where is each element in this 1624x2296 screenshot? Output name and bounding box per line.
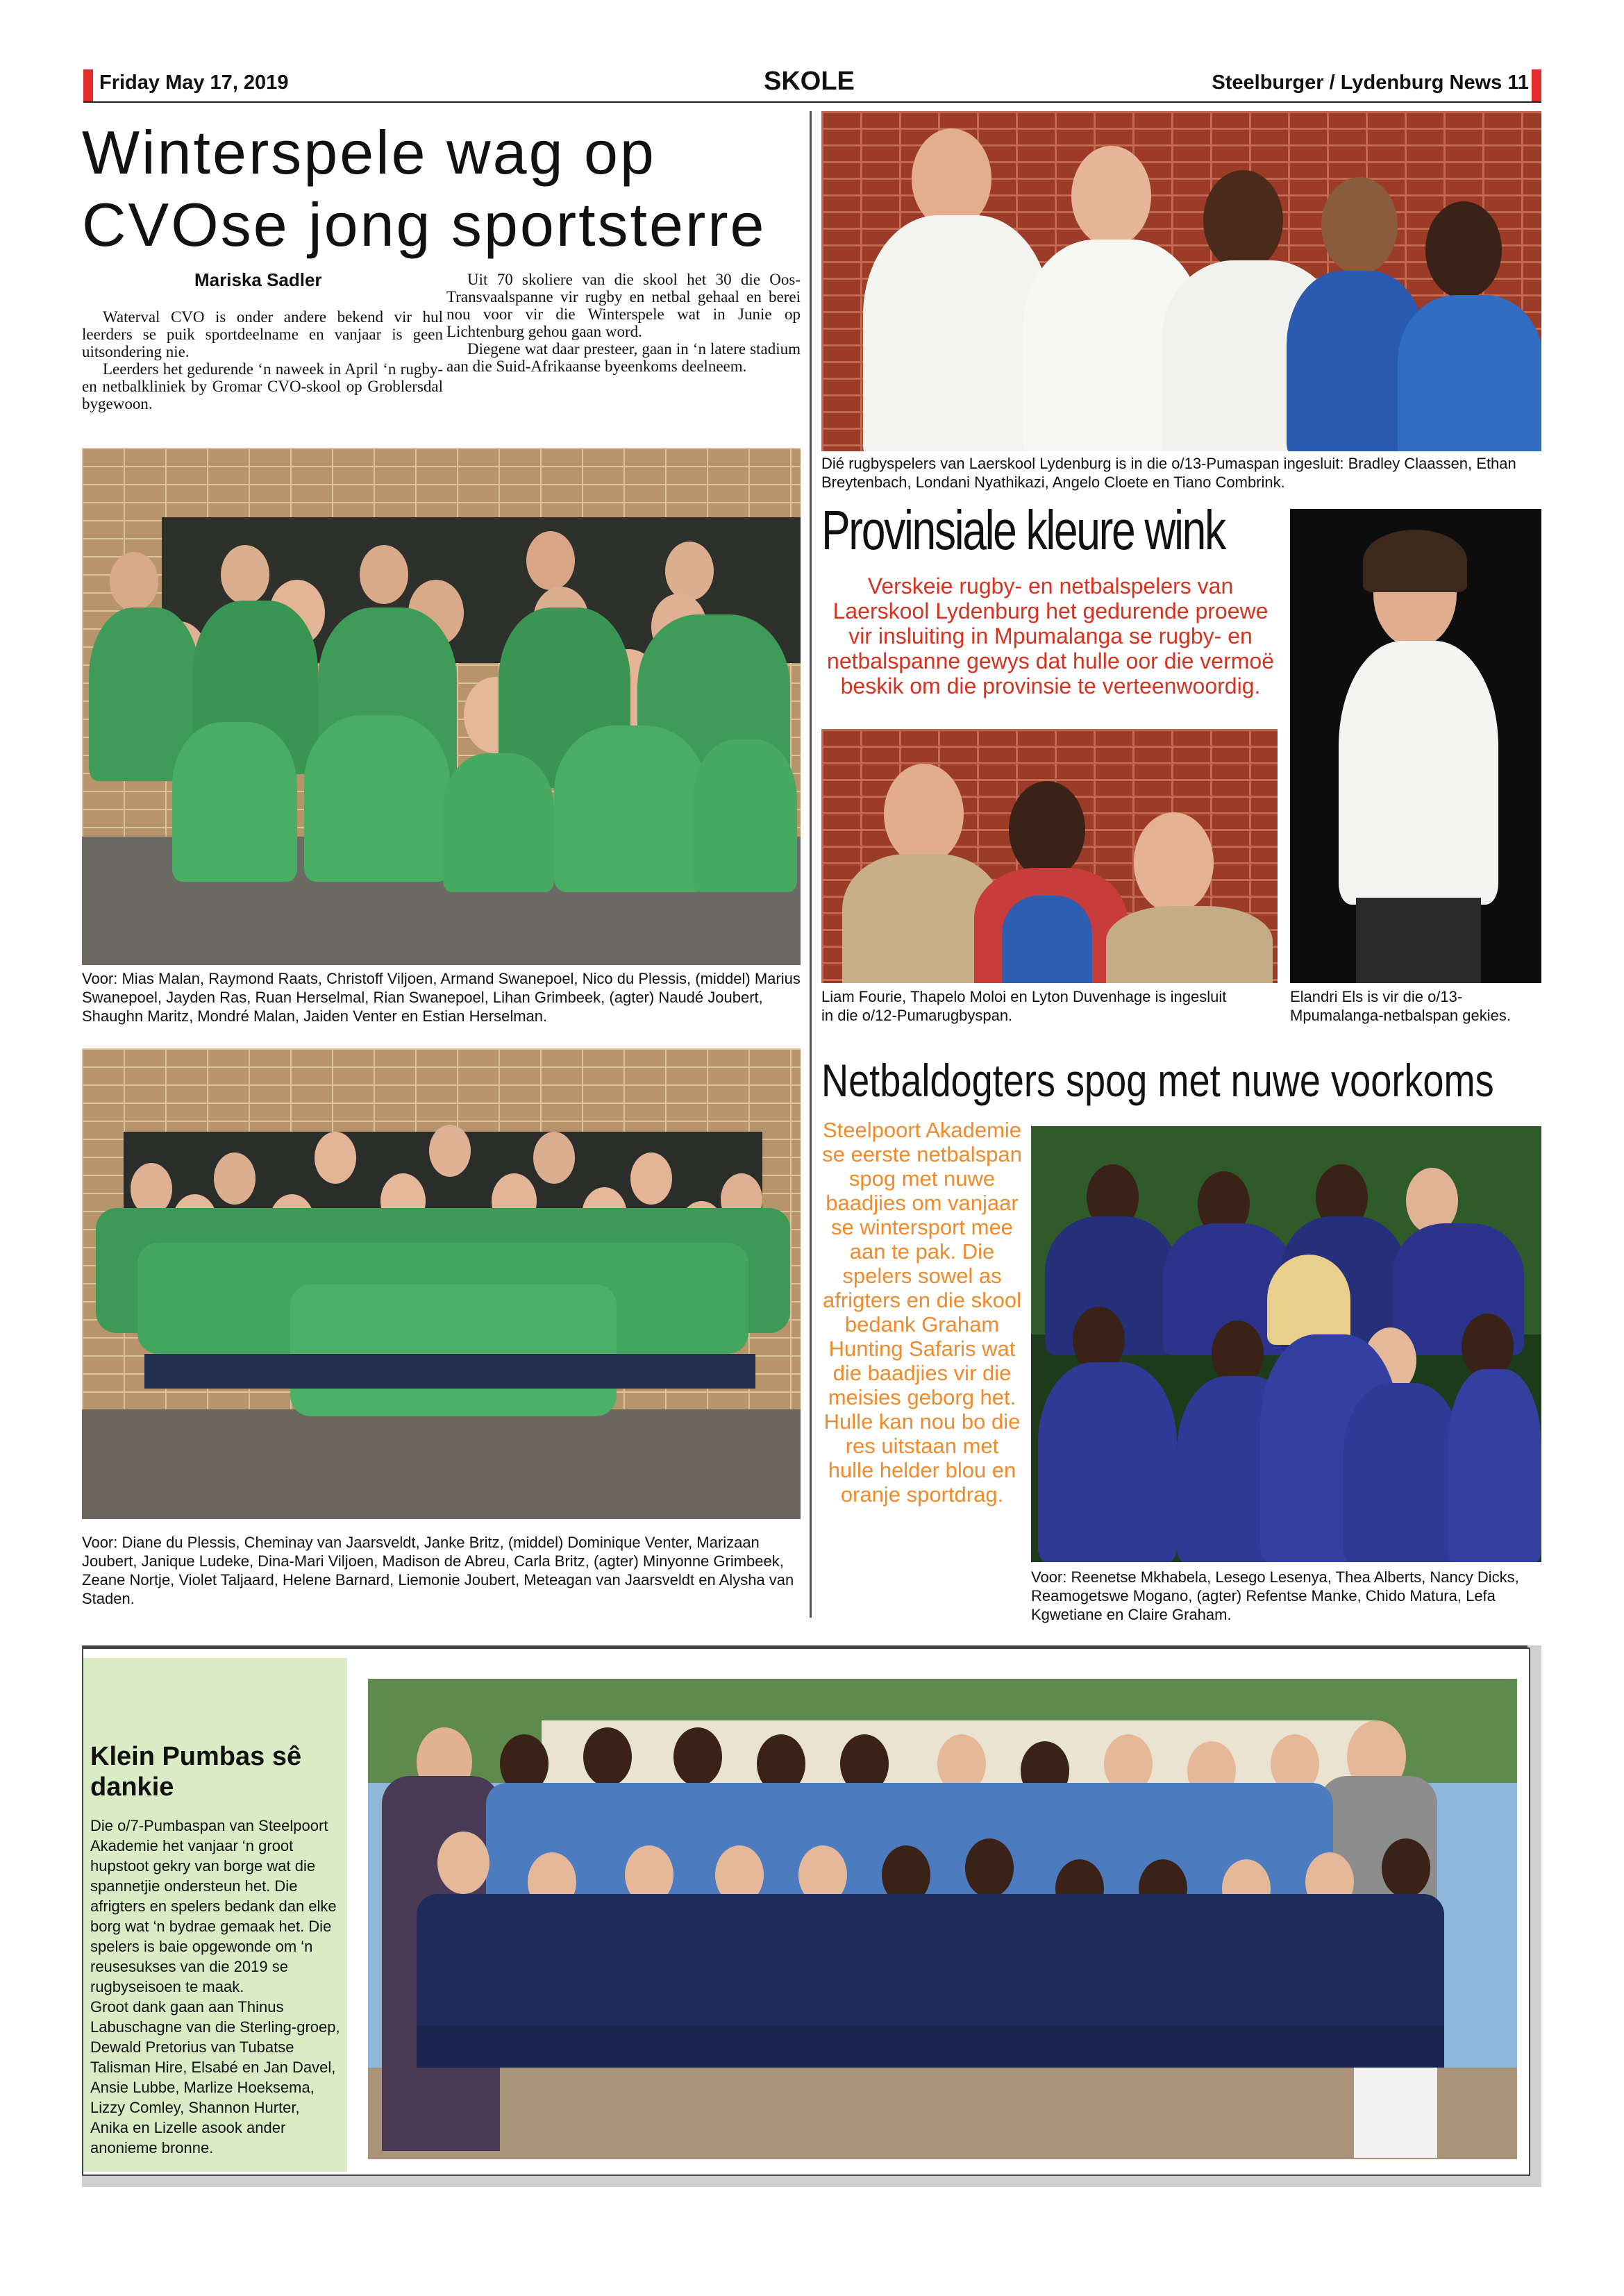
- story1-paragraph: Uit 70 skoliere van die skool het 30 die Oos-Transvaalspanne vir rugby en netbal gehaal en berei nou voor vir die Winterspele wat in Junie op Lichtenburg gehou gaan word.: [446, 271, 801, 340]
- boys-rugby-team-photo: [82, 448, 801, 965]
- story4-headline: Klein Pumbas sê dankie: [90, 1742, 302, 1802]
- story3-headline: Netbaldogters spog met nuwe voorkoms: [821, 1055, 1494, 1106]
- column-divider: [810, 111, 812, 1618]
- boys-photo-caption: Voor: Mias Malan, Raymond Raats, Christoff Viljoen, Armand Swanepoel, Nico du Plessis, (middel) Marius Swanepoel, Jayden Ras, Ruan Herselmal, Rian Swanepoel, Lihan Grimbeek, (agter) Naudé Joubert, Shaughn Maritz, Mondré Malan, Jaiden Venter en Estian Herselman.: [82, 970, 801, 1025]
- u12-caption: Liam Fourie, Thapelo Moloi en Lyton Duvenhage is ingesluit in die o/12-Pumarugbyspan.: [821, 988, 1227, 1024]
- story1-byline: Mariska Sadler: [194, 269, 322, 290]
- story2-deck: Verskeie rugby- en netbalspelers van Laerskool Lydenburg het gedurende proewe vir insluiting in Mpumalanga se rugby- en netbalspanne gewys dat hulle oor die vermoë beskik om die provinsie te verteenwoordig.: [827, 573, 1274, 698]
- netball-player-caption: Elandri Els is vir die o/13-Mpumalanga-netbalspan gekies.: [1290, 988, 1511, 1024]
- story4-body: [90, 1816, 340, 2158]
- story1-paragraph: Leerders het gedurende ‘n naweek in April ‘n rugby- en netbalkliniek by Gromar CVO-skool op Groblersdal bygewoon.: [82, 360, 443, 412]
- story4-paragraph: Die o/7-Pumbaspan van Steelpoort Akademie het vanjaar ‘n groot hupstoot gekry van borge wat die spannetjie ondersteun het. Die afrigters en spelers bedank dan elke borg wat ‘n bydrae gemaak het. Die spelers is baie opgewonde om ‘n reusesukses van die 2019 se rugbyseisoen te maak.: [90, 1817, 337, 1995]
- issue-date: Friday May 17, 2019: [99, 72, 289, 94]
- story1-paragraph: Waterval CVO is onder andere bekend vir hul leerders se puik sportdeelname en vanjaar is geen uitsondering nie.: [82, 308, 443, 360]
- story1-paragraph: Diegene wat daar presteer, gaan in ‘n latere stadium aan die Suid-Afrikaanse byeenkoms deelneem.: [446, 340, 801, 375]
- netball-player-photo: [1290, 509, 1541, 983]
- netball-jackets-photo: [1031, 1126, 1541, 1562]
- u12-puma-rugby-photo: [821, 729, 1278, 983]
- header-rule: [83, 101, 1541, 103]
- story3-deck: Steelpoort Akademie se eerste netbalspan spog met nuwe baadjies om vanjaar se wintersport mee aan te pak. Die spelers sowel as afrigters en die skool bedank Graham Hunting Safaris wat die baadjies vir die meisies geborg het. Hulle kan nou bo die res uitstaan met hulle helder blou en oranje sportdrag.: [822, 1118, 1022, 1507]
- story4-paragraph: Groot dank gaan aan Thinus Labuschagne van die Sterling-groep, Dewald Pretorius van Tubatse Talisman Hire, Elsabé en Jan Davel, Ansie Lubbe, Marlize Hoeksema, Lizzy Comley, Shannon Hurter, Anika en Lizelle asook ander anonieme bronne.: [90, 1998, 340, 2156]
- u7-pumbas-team-photo: [368, 1679, 1517, 2159]
- header-accent-right: [1532, 69, 1541, 101]
- u13-puma-rugby-photo: [821, 111, 1541, 451]
- paper-name: Steelburger / Lydenburg News 11: [1212, 72, 1529, 94]
- story1-column-1: [82, 308, 443, 412]
- story1-headline-line2: CVOse jong sportsterre: [82, 190, 767, 259]
- story1-headline-line1: Winterspele wag op: [82, 118, 656, 187]
- section-name: SKOLE: [764, 67, 855, 96]
- story1-headline: [82, 117, 767, 261]
- story2-headline: Provinsiale kleure wink: [821, 499, 1225, 561]
- girls-photo-caption: Voor: Diane du Plessis, Cheminay van Jaarsveldt, Janke Britz, (middel) Dominique Venter, Marizaan Joubert, Janique Ludeke, Dina-Mari Viljoen, Madison de Abreu, Carla Britz, (agter) Minyonne Grimbeek, Zeane Nortje, Violet Taljaard, Helene Barnard, Liemonie Joubert, Meteagan van Jaarsveldt en Alysha van Staden.: [82, 1534, 794, 1607]
- story1-column-2: [446, 271, 801, 375]
- netball-jackets-caption: Voor: Reenetse Mkhabela, Lesego Lesenya, Thea Alberts, Nancy Dicks, Reamogetswe Mogano, (agter) Refentse Manke, Chido Matura, Lefa Kgwetiane en Claire Graham.: [1031, 1568, 1519, 1623]
- u13-puma-caption: Dié rugbyspelers van Laerskool Lydenburg is in die o/13-Pumaspan ingesluit: Bradley Claassen, Ethan Breytenbach, Londani Nyathikazi, Angelo Cloete en Tiano Combrink.: [821, 455, 1516, 491]
- header-accent-left: [83, 69, 93, 101]
- girls-netball-team-photo: [82, 1048, 801, 1519]
